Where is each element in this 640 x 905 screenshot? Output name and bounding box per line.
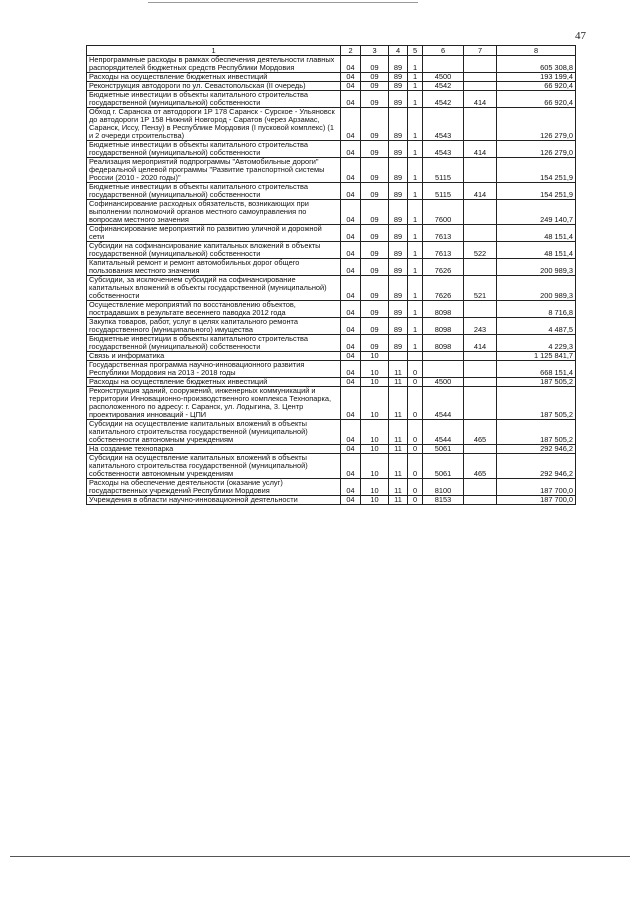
row-code-5: 1 [408, 335, 423, 352]
row-code-5: 1 [408, 276, 423, 301]
row-code-3: 10 [361, 352, 389, 361]
row-code-6: 8153 [423, 496, 464, 505]
row-code-7 [464, 158, 497, 183]
row-description: Связь и информатика [87, 352, 341, 361]
row-code-7: 414 [464, 183, 497, 200]
table-row [87, 335, 576, 352]
row-code-4: 89 [389, 108, 408, 141]
table-row [87, 242, 576, 259]
table-row [87, 259, 576, 276]
budget-table [86, 45, 576, 505]
table-row [87, 387, 576, 420]
row-code-5 [408, 352, 423, 361]
row-code-3: 09 [361, 82, 389, 91]
row-amount: 605 308,8 [497, 56, 576, 73]
row-code-4: 89 [389, 318, 408, 335]
row-code-3: 09 [361, 158, 389, 183]
row-code-6: 4500 [423, 73, 464, 82]
row-code-5: 1 [408, 158, 423, 183]
row-description: Софинансирование мероприятий по развитию уличной и дорожной сети [87, 225, 341, 242]
row-amount: 66 920,4 [497, 82, 576, 91]
row-code-5: 0 [408, 361, 423, 378]
table-row [87, 420, 576, 445]
row-code-2: 04 [341, 318, 361, 335]
row-code-4: 89 [389, 91, 408, 108]
row-code-6: 7600 [423, 200, 464, 225]
row-code-2: 04 [341, 496, 361, 505]
row-amount: 126 279,0 [497, 141, 576, 158]
row-code-7: 465 [464, 454, 497, 479]
row-code-3: 09 [361, 335, 389, 352]
row-code-2: 04 [341, 108, 361, 141]
row-code-2: 04 [341, 276, 361, 301]
row-description: Реконструкция автодороги по ул. Севастопольская (II очередь) [87, 82, 341, 91]
row-code-2: 04 [341, 387, 361, 420]
row-description: Непрограммные расходы в рамках обеспечения деятельности главных распорядителей бюджетных средств Республики Мордовия [87, 56, 341, 73]
row-code-2: 04 [341, 225, 361, 242]
row-code-6 [423, 352, 464, 361]
row-code-6: 4543 [423, 141, 464, 158]
table-row [87, 225, 576, 242]
row-amount: 154 251,9 [497, 183, 576, 200]
row-amount: 48 151,4 [497, 225, 576, 242]
table-row [87, 301, 576, 318]
row-code-2: 04 [341, 158, 361, 183]
row-amount: 126 279,0 [497, 108, 576, 141]
row-code-4: 89 [389, 73, 408, 82]
row-code-3: 10 [361, 445, 389, 454]
row-code-7: 414 [464, 335, 497, 352]
row-code-4: 11 [389, 420, 408, 445]
row-amount: 200 989,3 [497, 276, 576, 301]
row-code-6: 4500 [423, 378, 464, 387]
row-description: Бюджетные инвестиции в объекты капитального строительства государственной (муниципальной) собственности [87, 141, 341, 158]
row-amount: 1 125 841,7 [497, 352, 576, 361]
row-code-2: 04 [341, 454, 361, 479]
row-code-3: 09 [361, 91, 389, 108]
row-amount: 8 716,8 [497, 301, 576, 318]
row-code-6: 5061 [423, 445, 464, 454]
table-row [87, 141, 576, 158]
table-row [87, 73, 576, 82]
row-code-3: 10 [361, 361, 389, 378]
row-code-2: 04 [341, 352, 361, 361]
table-row [87, 454, 576, 479]
table-row [87, 361, 576, 378]
row-code-4: 89 [389, 141, 408, 158]
row-description: Субсидии на осуществление капитальных вложений в объекты капитального строительства государственной (муниципальной) собственности автономным учреждениям [87, 420, 341, 445]
row-code-7 [464, 445, 497, 454]
table-row [87, 82, 576, 91]
row-code-2: 04 [341, 361, 361, 378]
header-cell: 5 [408, 46, 423, 56]
row-code-6: 7626 [423, 276, 464, 301]
row-code-6: 4543 [423, 108, 464, 141]
table-row [87, 91, 576, 108]
row-description: Субсидии на софинансирование капитальных вложений в объекты государственной (муниципальной) собственности [87, 242, 341, 259]
row-amount: 292 946,2 [497, 445, 576, 454]
row-code-3: 09 [361, 301, 389, 318]
row-description: Бюджетные инвестиции в объекты капитального строительства государственной (муниципальной) собственности [87, 91, 341, 108]
row-code-6: 7613 [423, 242, 464, 259]
row-code-6: 4544 [423, 387, 464, 420]
row-description: Реализация мероприятий подпрограммы "Автомобильные дороги" федеральной целевой программы "Развитие транспортной системы России (2010 - 2020 годы)" [87, 158, 341, 183]
row-code-2: 04 [341, 141, 361, 158]
row-code-5: 0 [408, 445, 423, 454]
row-code-7 [464, 496, 497, 505]
header-cell: 6 [423, 46, 464, 56]
row-code-3: 09 [361, 259, 389, 276]
row-description: Реконструкция зданий, сооружений, инженерных коммуникаций и территории Инновационно-производственного комплекса Технопарка, расположенного по адресу: г. Саранск, ул. Лодыгина, 3. Центр проектирования инноваций - ЦПИ [87, 387, 341, 420]
row-code-5: 1 [408, 91, 423, 108]
table-row [87, 479, 576, 496]
table-row [87, 200, 576, 225]
row-code-7: 414 [464, 91, 497, 108]
row-code-7 [464, 82, 497, 91]
row-description: На создание технопарка [87, 445, 341, 454]
row-code-7 [464, 361, 497, 378]
row-code-3: 10 [361, 420, 389, 445]
row-code-3: 10 [361, 479, 389, 496]
row-description: Учреждения в области научно-инновационной деятельности [87, 496, 341, 505]
row-description: Бюджетные инвестиции в объекты капитального строительства государственной (муниципальной) собственности [87, 335, 341, 352]
row-amount: 187 700,0 [497, 496, 576, 505]
row-code-2: 04 [341, 479, 361, 496]
row-code-6: 7613 [423, 225, 464, 242]
row-code-5: 1 [408, 242, 423, 259]
row-code-4 [389, 352, 408, 361]
row-amount: 668 151,4 [497, 361, 576, 378]
row-amount: 66 920,4 [497, 91, 576, 108]
row-code-7 [464, 479, 497, 496]
row-code-4: 11 [389, 496, 408, 505]
row-code-3: 09 [361, 242, 389, 259]
row-code-5: 1 [408, 183, 423, 200]
row-code-3: 09 [361, 56, 389, 73]
row-code-4: 89 [389, 276, 408, 301]
row-code-5: 0 [408, 420, 423, 445]
table-row [87, 158, 576, 183]
row-code-5: 0 [408, 454, 423, 479]
row-code-6: 5115 [423, 158, 464, 183]
header-cell: 3 [361, 46, 389, 56]
row-code-4: 89 [389, 200, 408, 225]
row-code-5: 1 [408, 108, 423, 141]
header-row [87, 46, 576, 56]
table-row [87, 445, 576, 454]
row-code-3: 09 [361, 108, 389, 141]
row-code-3: 09 [361, 276, 389, 301]
row-code-4: 11 [389, 479, 408, 496]
row-code-6: 8100 [423, 479, 464, 496]
table-row [87, 276, 576, 301]
row-code-2: 04 [341, 301, 361, 318]
row-code-3: 09 [361, 141, 389, 158]
row-code-7: 465 [464, 420, 497, 445]
row-amount: 154 251,9 [497, 158, 576, 183]
row-code-2: 04 [341, 91, 361, 108]
row-code-3: 09 [361, 225, 389, 242]
row-code-2: 04 [341, 335, 361, 352]
row-code-7 [464, 259, 497, 276]
row-code-7 [464, 387, 497, 420]
row-code-2: 04 [341, 420, 361, 445]
row-code-7 [464, 225, 497, 242]
table-row [87, 183, 576, 200]
row-code-3: 09 [361, 73, 389, 82]
row-amount: 4 229,3 [497, 335, 576, 352]
row-description: Закупка товаров, работ, услуг в целях капитального ремонта государственного (муниципального) имущества [87, 318, 341, 335]
row-code-3: 10 [361, 496, 389, 505]
row-code-2: 04 [341, 378, 361, 387]
header-cell: 2 [341, 46, 361, 56]
row-code-2: 04 [341, 259, 361, 276]
row-description: Государственная программа научно-инновационного развития Республики Мордовия на 2013 - 2018 годы [87, 361, 341, 378]
row-code-7 [464, 56, 497, 73]
row-code-5: 1 [408, 200, 423, 225]
row-code-4: 11 [389, 387, 408, 420]
row-code-5: 0 [408, 479, 423, 496]
row-amount: 4 487,5 [497, 318, 576, 335]
row-code-4: 89 [389, 335, 408, 352]
row-code-4: 89 [389, 225, 408, 242]
row-code-4: 11 [389, 445, 408, 454]
row-amount: 249 140,7 [497, 200, 576, 225]
table-row [87, 318, 576, 335]
row-code-5: 0 [408, 496, 423, 505]
row-code-4: 89 [389, 56, 408, 73]
table-row [87, 352, 576, 361]
row-amount: 187 505,2 [497, 420, 576, 445]
row-code-5: 1 [408, 73, 423, 82]
bottom-rule [10, 856, 630, 857]
row-code-7 [464, 301, 497, 318]
row-code-4: 11 [389, 454, 408, 479]
row-description: Расходы на обеспечение деятельности (оказание услуг) государственных учреждений Республики Мордовия [87, 479, 341, 496]
row-amount: 187 700,0 [497, 479, 576, 496]
row-code-4: 89 [389, 158, 408, 183]
row-amount: 187 505,2 [497, 378, 576, 387]
row-code-4: 89 [389, 242, 408, 259]
table-row [87, 56, 576, 73]
table-row [87, 496, 576, 505]
row-code-2: 04 [341, 445, 361, 454]
row-code-2: 04 [341, 242, 361, 259]
row-code-4: 89 [389, 259, 408, 276]
row-code-5: 1 [408, 56, 423, 73]
row-code-6: 8098 [423, 301, 464, 318]
row-code-7 [464, 73, 497, 82]
row-code-7: 414 [464, 141, 497, 158]
row-code-7 [464, 352, 497, 361]
row-description: Капитальный ремонт и ремонт автомобильных дорог общего пользования местного значения [87, 259, 341, 276]
row-code-6: 8098 [423, 318, 464, 335]
row-amount: 193 199,4 [497, 73, 576, 82]
row-code-7 [464, 378, 497, 387]
row-code-3: 09 [361, 318, 389, 335]
row-description: Субсидии на осуществление капитальных вложений в объекты капитального строительства государственной (муниципальной) собственности автономным учреждениям [87, 454, 341, 479]
row-code-3: 10 [361, 387, 389, 420]
row-code-4: 89 [389, 183, 408, 200]
row-code-7: 521 [464, 276, 497, 301]
row-code-2: 04 [341, 200, 361, 225]
header-cell: 7 [464, 46, 497, 56]
row-code-2: 04 [341, 73, 361, 82]
row-description: Расходы на осуществление бюджетных инвестиций [87, 73, 341, 82]
row-code-6: 5115 [423, 183, 464, 200]
row-description: Субсидии, за исключением субсидий на софинансирование капитальных вложений в объекты государственной (муниципальной) собственности [87, 276, 341, 301]
row-description: Расходы на осуществление бюджетных инвестиций [87, 378, 341, 387]
row-code-6: 5061 [423, 454, 464, 479]
row-code-3: 09 [361, 200, 389, 225]
table-row [87, 108, 576, 141]
row-code-5: 1 [408, 225, 423, 242]
row-code-5: 1 [408, 259, 423, 276]
row-code-5: 1 [408, 82, 423, 91]
row-code-5: 1 [408, 141, 423, 158]
row-amount: 292 946,2 [497, 454, 576, 479]
row-code-4: 89 [389, 82, 408, 91]
table-body [87, 56, 576, 505]
row-code-6 [423, 56, 464, 73]
row-code-7 [464, 200, 497, 225]
row-code-2: 04 [341, 82, 361, 91]
table-row [87, 378, 576, 387]
row-code-6: 7626 [423, 259, 464, 276]
row-amount: 200 989,3 [497, 259, 576, 276]
header-cell: 4 [389, 46, 408, 56]
header-cell: 1 [87, 46, 341, 56]
row-code-4: 89 [389, 301, 408, 318]
row-code-6: 4542 [423, 91, 464, 108]
row-code-5: 1 [408, 318, 423, 335]
row-code-6: 4544 [423, 420, 464, 445]
row-description: Обход г. Саранска от автодороги 1Р 178 Саранск - Сурское - Ульяновск до автодороги 1Р 158 Нижний Новгород - Саратов (через Арзамас, Саранск, Иссу, Пензу) в Республике Мордовия (I пусковой комплекс) (1 и 2 очереди строительства) [87, 108, 341, 141]
row-code-2: 04 [341, 183, 361, 200]
row-code-3: 09 [361, 183, 389, 200]
header-cell: 8 [497, 46, 576, 56]
row-amount: 48 151,4 [497, 242, 576, 259]
row-code-6: 4542 [423, 82, 464, 91]
row-description: Бюджетные инвестиции в объекты капитального строительства государственной (муниципальной) собственности [87, 183, 341, 200]
row-code-3: 10 [361, 378, 389, 387]
row-code-7 [464, 108, 497, 141]
row-code-6: 8098 [423, 335, 464, 352]
row-description: Осуществление мероприятий по восстановлению объектов, пострадавших в результате весеннего паводка 2012 года [87, 301, 341, 318]
top-rule [148, 2, 418, 3]
row-code-7: 243 [464, 318, 497, 335]
page-number: 47 [575, 30, 586, 42]
row-code-6 [423, 361, 464, 378]
row-code-5: 0 [408, 387, 423, 420]
row-code-3: 10 [361, 454, 389, 479]
row-description: Софинансирование расходных обязательств, возникающих при выполнении полномочий органов местного самоуправления по вопросам местного значения [87, 200, 341, 225]
row-amount: 187 505,2 [497, 387, 576, 420]
row-code-4: 11 [389, 361, 408, 378]
row-code-5: 0 [408, 378, 423, 387]
row-code-5: 1 [408, 301, 423, 318]
row-code-4: 11 [389, 378, 408, 387]
row-code-2: 04 [341, 56, 361, 73]
row-code-7: 522 [464, 242, 497, 259]
